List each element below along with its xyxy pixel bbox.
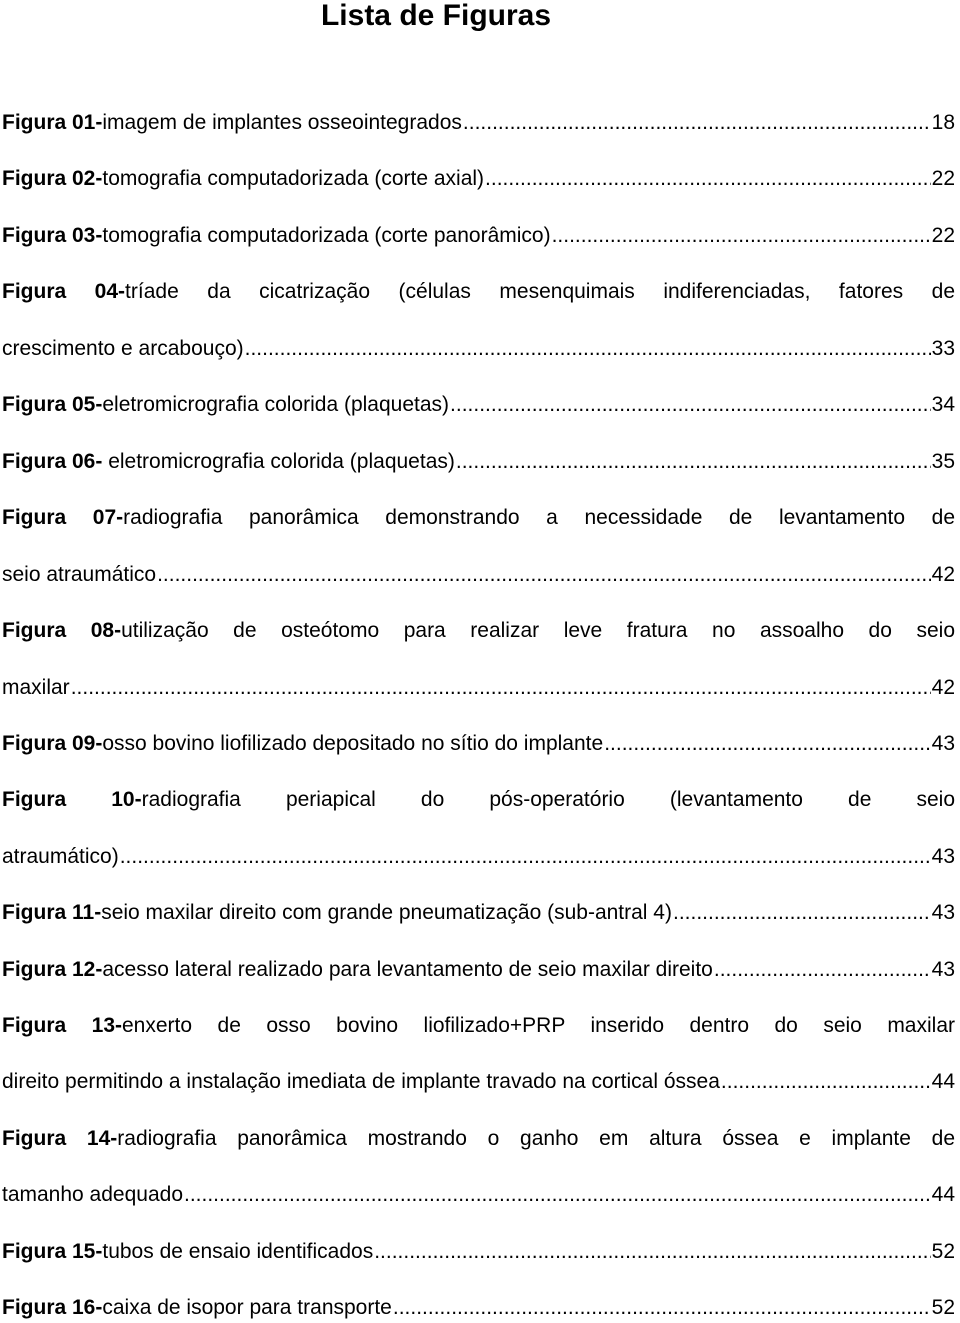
figure-caption: enxerto de osso bovino liofilizado+PRP inserido dentro do seio maxilar	[122, 1014, 955, 1037]
figure-entry-01	[2, 111, 955, 135]
leader-dots	[71, 676, 931, 700]
figure-entry-04-cont	[2, 337, 955, 361]
figure-caption: tomografia computadorizada (corte axial)	[102, 167, 485, 190]
figure-entry-16	[2, 1296, 955, 1320]
figure-entry-14-cont	[2, 1183, 955, 1207]
leader-dots	[245, 337, 931, 361]
figure-entry-05	[2, 393, 955, 417]
leader-dots	[456, 450, 931, 474]
figure-caption-continued: crescimento e arcabouço)	[2, 337, 244, 360]
figure-label: Figura 01-	[2, 111, 103, 134]
leader-dots	[721, 1070, 931, 1094]
figure-entry-11	[2, 901, 955, 925]
figure-label: Figura 03-	[2, 224, 103, 247]
figure-caption: acesso lateral realizado para levantamento de seio maxilar direito	[102, 958, 713, 981]
figure-entry-07-cont	[2, 563, 955, 587]
figure-caption: eletromicrografia colorida (plaquetas)	[102, 393, 450, 416]
figure-entry-14	[2, 1127, 955, 1151]
page-number: 34	[931, 393, 955, 416]
figure-caption: osso bovino liofilizado depositado no sítio do implante	[102, 732, 604, 755]
page-number: 52	[931, 1240, 955, 1263]
figure-caption: eletromicrografia colorida (plaquetas)	[108, 450, 455, 473]
figure-caption: radiografia panorâmica demonstrando a necessidade de levantamento de	[123, 506, 955, 529]
page-title: Lista de Figuras	[320, 0, 552, 32]
figure-label: Figura 04-	[2, 280, 126, 303]
figure-entry-15	[2, 1240, 955, 1264]
figure-caption: radiografia panorâmica mostrando o ganho em altura óssea e implante de	[117, 1127, 955, 1150]
leader-dots	[374, 1240, 930, 1264]
figure-caption-continued: atraumático)	[2, 845, 119, 868]
figure-entry-13-cont	[2, 1070, 955, 1094]
figure-entry-03	[2, 224, 955, 248]
figure-label: Figura 09-	[2, 732, 103, 755]
figure-caption: imagem de implantes osseointegrados	[102, 111, 462, 134]
figure-caption: utilização de osteótomo para realizar leve fratura no assoalho do seio	[121, 619, 955, 642]
figure-label: Figura 14-	[2, 1127, 118, 1150]
page-number: 43	[931, 901, 955, 924]
page-number: 35	[931, 450, 955, 473]
figure-entry-13	[2, 1014, 955, 1038]
caption-first-line	[2, 506, 955, 530]
page-number: 44	[931, 1183, 955, 1206]
caption-first-line	[2, 619, 955, 643]
figure-label: Figura 13-	[2, 1014, 122, 1037]
leader-dots	[184, 1183, 931, 1207]
caption-first-line	[2, 280, 955, 304]
figure-caption: seio maxilar direito com grande pneumatização (sub-antral 4)	[101, 901, 672, 924]
figure-label: Figura 12-	[2, 958, 103, 981]
caption-first-line	[2, 788, 955, 812]
figure-entry-07	[2, 506, 955, 530]
figure-caption: caixa de isopor para transporte	[102, 1296, 392, 1319]
figure-entry-12	[2, 958, 955, 982]
figure-caption: radiografia periapical do pós-operatório (levantamento de seio	[141, 788, 955, 811]
leader-dots	[157, 563, 931, 587]
caption-first-line	[2, 1127, 955, 1151]
page-number: 18	[931, 111, 955, 134]
page-number: 33	[931, 337, 955, 360]
leader-dots	[552, 224, 931, 248]
figure-label: Figura 06-	[2, 450, 109, 473]
figure-label: Figura 07-	[2, 506, 124, 529]
figure-entry-04	[2, 280, 955, 304]
figure-caption-continued: tamanho adequado	[2, 1183, 183, 1206]
page-number: 22	[931, 167, 955, 190]
leader-dots	[714, 958, 931, 982]
page-number: 43	[931, 845, 955, 868]
figure-entry-02	[2, 167, 955, 191]
figure-label: Figura 08-	[2, 619, 122, 642]
leader-dots	[463, 111, 931, 135]
figure-label: Figura 10-	[2, 788, 142, 811]
figure-caption: tríade da cicatrização (células mesenquimais indiferenciadas, fatores de	[125, 280, 955, 303]
figure-label: Figura 15-	[2, 1240, 103, 1263]
page-number: 42	[931, 563, 955, 586]
figure-entry-10	[2, 788, 955, 812]
page-number: 42	[931, 676, 955, 699]
figure-entry-10-cont	[2, 845, 955, 869]
leader-dots	[673, 901, 931, 925]
figure-caption-continued: seio atraumático	[2, 563, 157, 586]
figure-caption-continued: direito permitindo a instalação imediata de implante travado na cortical óssea	[2, 1070, 720, 1093]
figure-entry-08-cont	[2, 676, 955, 700]
figure-label: Figura 11-	[2, 901, 102, 924]
figure-label: Figura 16-	[2, 1296, 103, 1319]
page-number: 43	[931, 958, 955, 981]
figure-entry-06	[2, 450, 955, 474]
figure-label: Figura 02-	[2, 167, 103, 190]
caption-first-line	[2, 1014, 955, 1038]
leader-dots	[393, 1296, 931, 1320]
page-number: 43	[931, 732, 955, 755]
page-number: 22	[931, 224, 955, 247]
leader-dots	[485, 167, 931, 191]
figure-caption: tubos de ensaio identificados	[102, 1240, 374, 1263]
figure-caption: tomografia computadorizada (corte panorâmico)	[102, 224, 551, 247]
leader-dots	[604, 732, 930, 756]
page-number: 44	[931, 1070, 955, 1093]
figure-label: Figura 05-	[2, 393, 103, 416]
figure-entry-08	[2, 619, 955, 643]
figure-caption-continued: maxilar	[2, 676, 70, 699]
leader-dots	[450, 393, 931, 417]
figure-entry-09	[2, 732, 955, 756]
leader-dots	[120, 845, 931, 869]
page-number: 52	[931, 1296, 955, 1319]
